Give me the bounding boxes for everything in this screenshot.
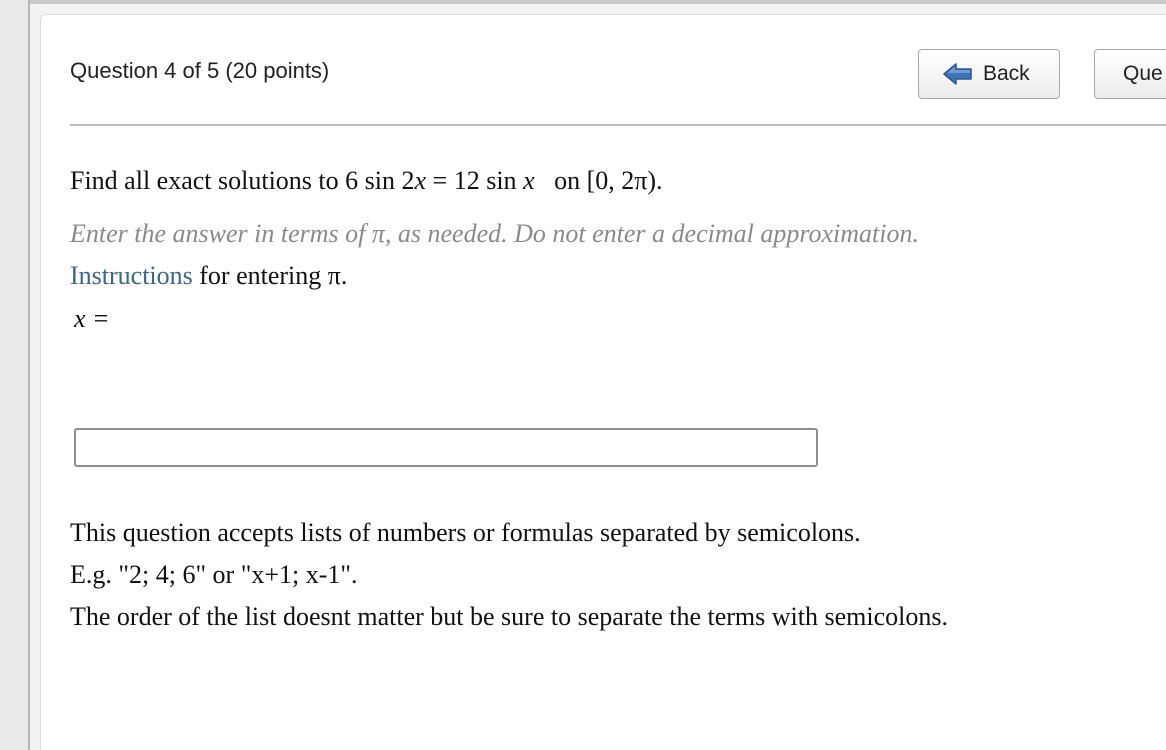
question-menu-button[interactable]	[1094, 49, 1166, 99]
format-note-1: This question accepts lists of numbers or formulas separated by semicolons.	[70, 518, 861, 547]
answer-hint: Enter the answer in terms of π, as needed. Do not enter a decimal approximation.	[70, 219, 919, 248]
problem-var-x: x	[414, 166, 427, 195]
problem-prefix: Find all exact solutions to 6 sin 2	[70, 166, 415, 195]
back-button[interactable]	[918, 49, 1060, 99]
question-header: Question 4 of 5 (20 points)	[70, 58, 330, 83]
problem-var-x2: x	[523, 166, 535, 195]
back-button-label: Back	[983, 62, 1030, 85]
problem-rhs: 12 sin	[453, 166, 524, 195]
instructions-line	[70, 261, 347, 291]
format-note-2: E.g. "2; 4; 6" or "x+1; x-1".	[70, 560, 358, 589]
instructions-rest: for entering π.	[192, 261, 348, 290]
instructions-link[interactable]: Instructions	[70, 261, 193, 290]
question-menu-button-label: Que	[1123, 62, 1163, 85]
back-arrow-icon	[943, 63, 973, 85]
header-divider	[70, 124, 1166, 126]
answer-label: x =	[74, 304, 110, 333]
format-note-3: The order of the list doesnt matter but be sure to separate the terms with semicolons.	[70, 602, 948, 631]
problem-equals: =	[426, 166, 454, 195]
answer-input[interactable]	[74, 428, 818, 467]
problem-interval: on [0, 2π).	[534, 166, 663, 195]
problem-statement	[70, 166, 663, 196]
